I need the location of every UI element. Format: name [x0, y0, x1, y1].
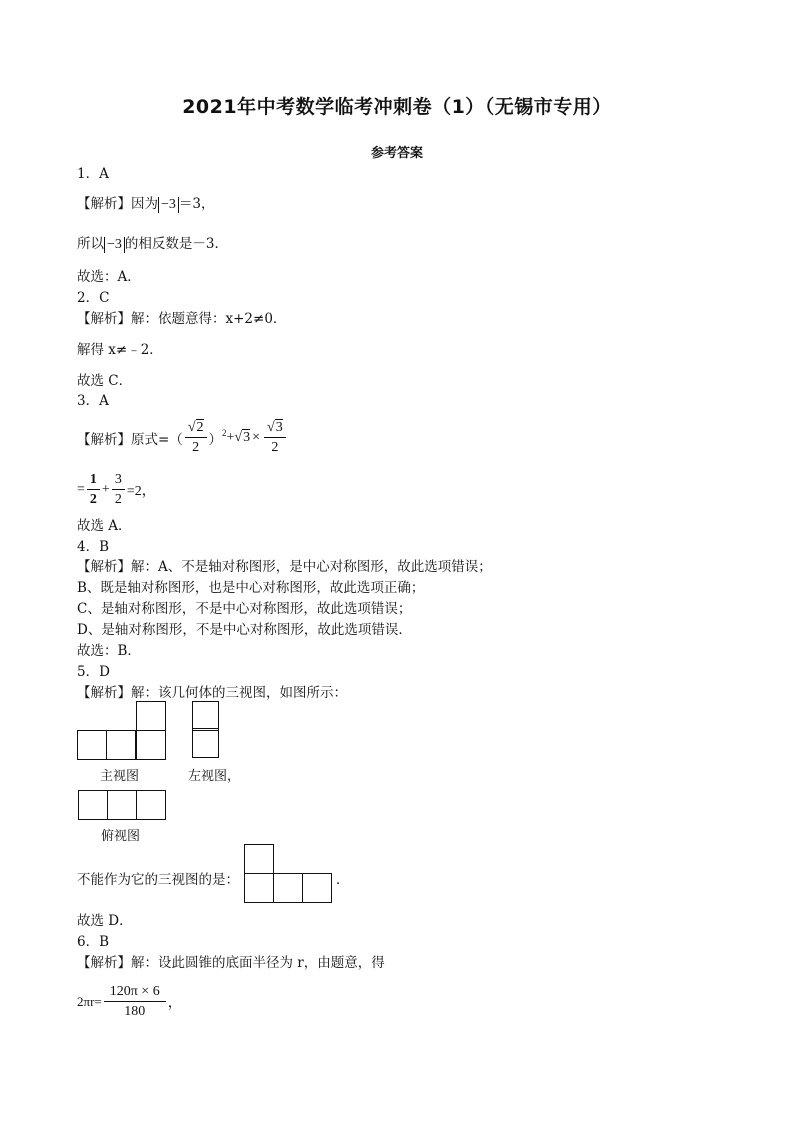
q3-times: ×	[252, 429, 260, 445]
q1-abs-value: −3	[158, 197, 179, 213]
q3-conclusion: 故选 A．	[77, 518, 132, 534]
q3-fraction-3: $\frac{1}{2}$	[87, 470, 100, 509]
q5-conclusion: 故选 D．	[77, 913, 133, 929]
front-view-label: 主视图	[100, 769, 140, 784]
top-view-cell	[136, 790, 166, 820]
q2-conclusion: 故选 C．	[77, 373, 133, 389]
q3-line2: = $\frac{1}{2}$ + $\frac{3}{2}$ =2，	[77, 472, 156, 507]
q3-exp-prefix: 【解析】原式=（	[77, 431, 183, 448]
front-view-cell	[136, 701, 166, 731]
not-view-cell	[273, 873, 303, 903]
q1-abs-value-2: −3	[104, 237, 125, 253]
q4-line-3: C、是轴对称图形，不是中心对称图形，故此选项错误；	[77, 601, 412, 617]
not-view-cell	[244, 844, 274, 874]
q3-fraction-2: $\frac{√3}{2}$	[264, 418, 286, 457]
q1-conclusion: 故选：A．	[77, 269, 141, 285]
q5-explanation: 【解析】解：该几何体的三视图，如图所示：	[77, 685, 347, 701]
q3-exponent: 2	[222, 427, 227, 438]
q6-equation	[77, 982, 182, 1021]
q4-line-1: 【解析】解：A、不是轴对称图形，是中心对称图形，故此选项错误；	[77, 559, 492, 575]
front-view-cell	[136, 730, 166, 760]
q1-line2	[77, 232, 228, 253]
q3-explanation	[77, 418, 288, 457]
q3-plus: +	[226, 429, 235, 445]
q1-exp-suffix: ＝3，	[178, 196, 215, 212]
not-view-cell	[244, 873, 274, 903]
q4-line-2: B、既是轴对称图形，也是中心对称图形，故此选项正确；	[77, 580, 425, 596]
q5-not-view-text: 不能作为它的三视图的是：	[77, 872, 239, 888]
q2-answer: 2．C	[77, 290, 110, 306]
q1-exp-prefix: 【解析】因为	[77, 196, 158, 212]
q4-conclusion: 故选：B．	[77, 643, 141, 659]
q3-fraction-1: $\frac{√2}{2}$	[185, 418, 207, 457]
page-title: 2021年中考数学临考冲刺卷（1）（无锡市专用）	[182, 96, 612, 118]
q5-period: ．	[336, 872, 350, 888]
q3-answer: 3．A	[77, 393, 109, 409]
q2-solve: 解得 x≠﹣2．	[77, 342, 163, 358]
front-view-cell	[77, 730, 107, 760]
left-view-cell	[192, 728, 219, 758]
left-view-label: 左视图，	[188, 769, 241, 784]
q6-answer: 6．B	[77, 934, 110, 950]
front-view-cell	[106, 730, 136, 760]
sqrt-symbol: √2	[187, 420, 204, 435]
q3-fraction-4: $\frac{3}{2}$	[112, 470, 125, 509]
top-view-cell	[78, 790, 108, 820]
answer-key-heading: 参考答案	[370, 146, 423, 161]
top-view-label: 俯视图	[101, 829, 141, 844]
q6-lhs: 2πr=	[77, 993, 102, 1009]
left-view-cell	[192, 701, 219, 731]
q2-explanation: 【解析】解：依题意得：x+2≠0．	[77, 311, 287, 327]
q1-answer: 1．A	[77, 166, 109, 182]
q5-answer: 5．D	[77, 664, 110, 680]
q1-line2-suffix: 的相反数是－3．	[124, 236, 228, 252]
q3-sqrt-term: √3	[234, 429, 251, 445]
q4-line-4: D、是轴对称图形，不是中心对称图形，故此选项错误．	[77, 622, 412, 638]
q3-paren-close: ）	[208, 431, 222, 448]
q6-fraction: $\frac{120\pi \times 6}{180}$	[104, 982, 166, 1021]
q6-explanation: 【解析】解：设此圆锥的底面半径为 r，由题意，得	[77, 955, 385, 971]
q4-answer: 4．B	[77, 539, 110, 555]
top-view-cell	[107, 790, 137, 820]
q6-end: ，	[167, 995, 182, 1011]
q1-explanation	[77, 192, 215, 213]
not-view-cell	[302, 873, 332, 903]
q1-line2-prefix: 所以	[77, 236, 104, 252]
